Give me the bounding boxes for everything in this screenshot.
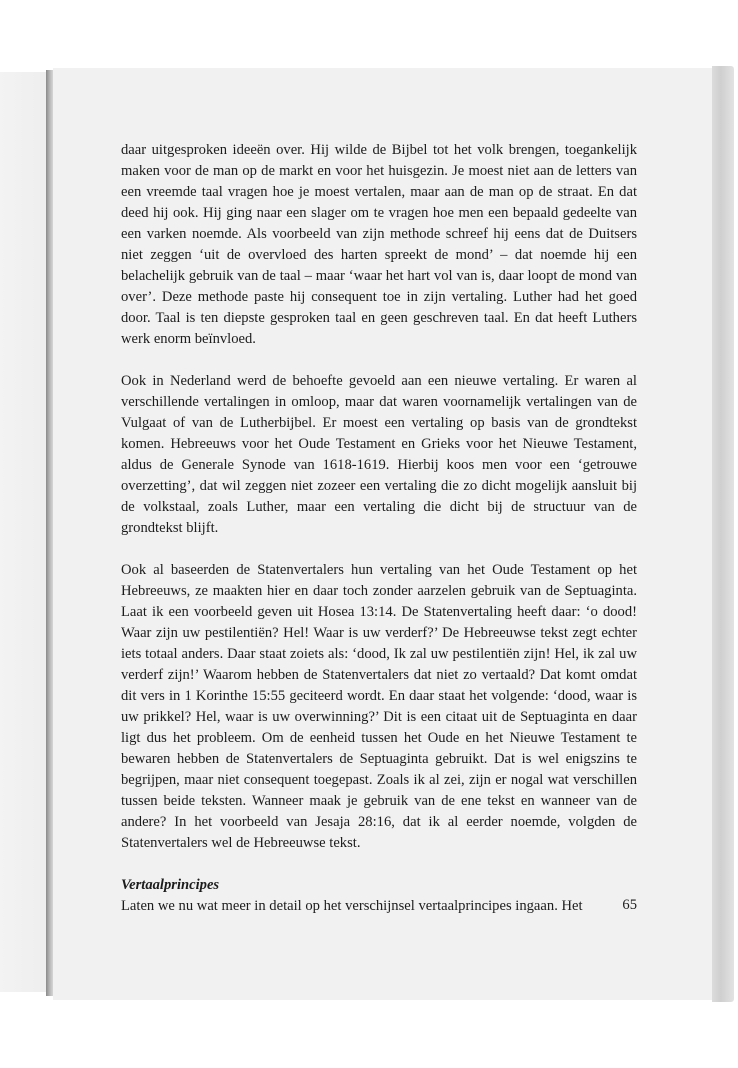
paragraph-nederland: Ook in Nederland werd de behoefte gevoeld aan een nieuwe vertaling. Er waren al verschillende vertalingen in omloop, maar dat waren voornamelijk vertalingen van de Vulgaat of van de Lutherbijbel. Er moest een vertaling op basis van de grondtekst komen. Hebreeuws voor het Oude Testament en Grieks voor het Nieuwe Testament, aldus de Generale Synode van 1618-1619. Hierbij koos men voor een ‘getrouwe overzetting’, dat wil zeggen niet zozeer een vertaling die zo dicht mogelijk aansluit bij de volkstaal, zoals Luther, maar een vertaling die dicht bij de structuur van de grondtekst blijft. <box>121 373 637 536</box>
book-gutter <box>46 70 53 996</box>
body-text <box>121 140 637 917</box>
paragraph-vertaalprincipes: Laten we nu wat meer in detail op het verschijnsel vertaalprincipes ingaan. Het <box>121 898 583 914</box>
section-heading: Vertaalprincipes <box>121 877 220 893</box>
page-edge <box>712 66 734 1002</box>
left-page <box>0 72 46 992</box>
paragraph-luther: daar uitgesproken ideeën over. Hij wilde de Bijbel tot het volk brengen, toegankelijk maken voor de man op de markt en voor het huisgezin. Je moest niet aan de letters van een vreemde taal vragen hoe je moest vertalen, maar aan de man op de straat. En dat deed hij ook. Hij ging naar een slager om te vragen hoe men een bepaald gedeelte van een varken noemde. Als voorbeeld van zijn methode schreef hij eens dat de Duitsers niet zeggen ‘uit de overvloed des harten spreekt de mond’ – dat noemde hij een belachelijk gebruik van de taal – maar ‘waar het hart vol van is, daar loopt de mond van over’. Deze methode paste hij consequent toe in zijn vertaling. Luther had het goed door. Taal is ten diepste gesproken taal en geen geschreven taal. En dat heeft Luthers werk enorm beïnvloed. <box>121 142 637 347</box>
paragraph-statenvertalers: Ook al baseerden de Statenvertalers hun vertaling van het Oude Testament op het Hebreeuws, ze maakten hier en daar toch zonder aarzelen gebruik van de Septuaginta. Laat ik een voorbeeld geven uit Hosea 13:14. De Statenvertaling heeft daar: ‘o dood! Waar zijn uw pestilentiën? Hel! Waar is uw verderf?’ De Hebreeuwse tekst zegt echter iets totaal anders. Daar staat zoiets als: ‘dood, Ik zal uw pestilentiën zijn! Hel, ik zal uw verderf zijn!’ Waarom hebben de Statenvertalers dat niet zo vertaald? Dat komt omdat dit vers in 1 Korinthe 15:55 geciteerd wordt. En daar staat het volgende: ‘dood, waar is uw prikkel? Hel, waar is uw overwinning?’ Dit is een citaat uit de Septuaginta en daar ligt dus het probleem. Om de eenheid tussen het Oude en het Nieuwe Testament te bewaren hebben de Statenvertalers de Septuaginta gebruikt. Dat is wel enigszins te begrijpen, maar niet consequent toegepast. Zoals ik al zei, zijn er nogal wat verschillen tussen beide teksten. Wanneer maak je gebruik van de ene tekst en wanneer van de andere? In het voorbeeld van Jesaja 28:16, dat ik al eerder noemde, volgden de Statenvertalers wel de Hebreeuwse tekst. <box>121 562 637 851</box>
page-number: 65 <box>622 897 637 913</box>
